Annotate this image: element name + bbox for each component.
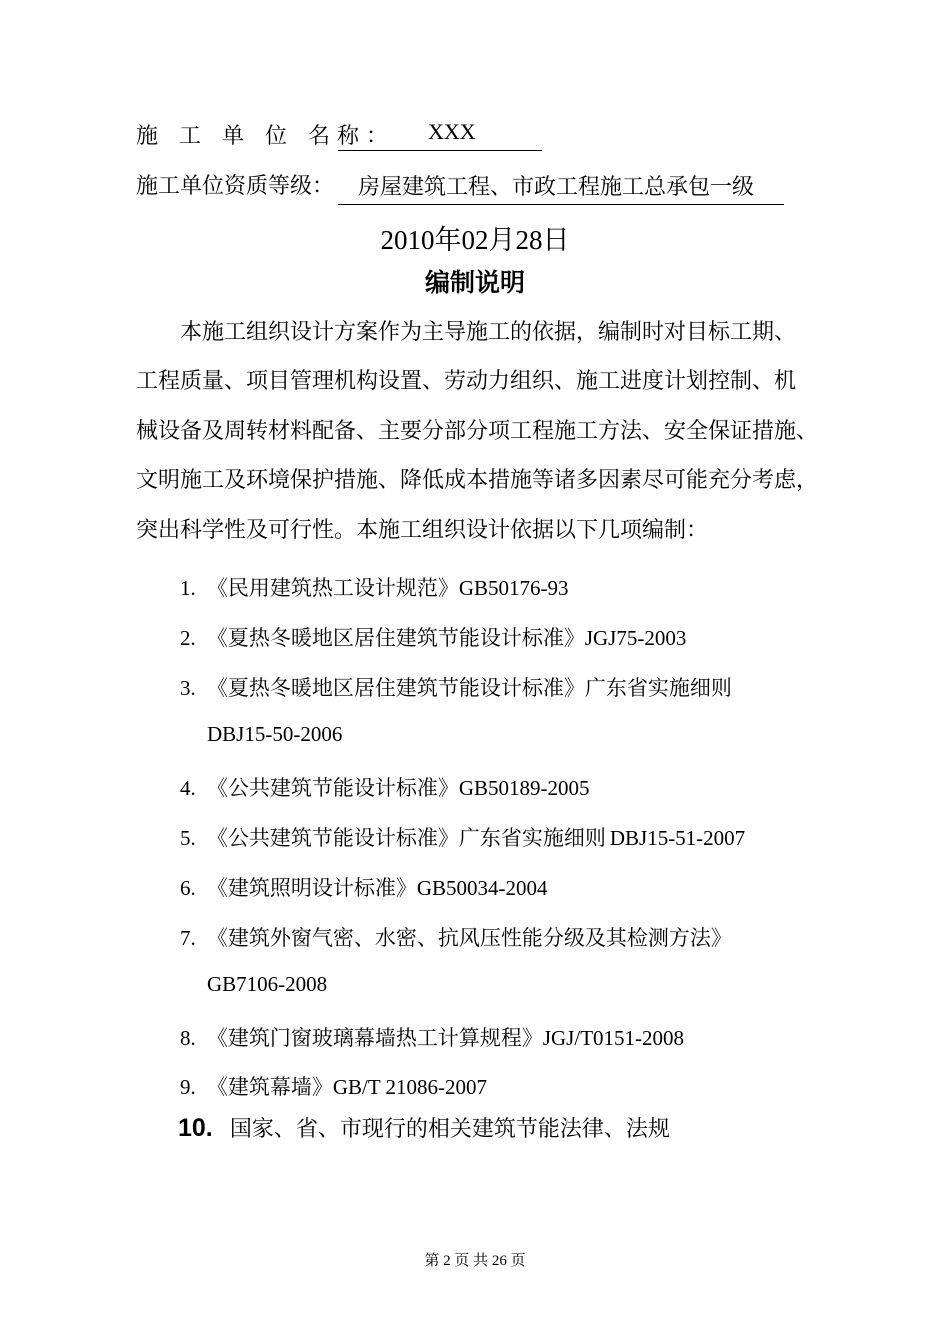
list-item-code: GB50034-2004	[416, 876, 548, 900]
unit-name-value: XXX	[428, 119, 476, 144]
list-item	[180, 572, 569, 602]
qualification-value: 房屋建筑工程、市政工程施工总承包一级	[358, 175, 755, 200]
paragraph-line: 工程质量、项目管理机构设置、劳动力组织、施工进度计划控制、机	[136, 369, 797, 394]
list-item	[178, 1112, 670, 1143]
page-footer: 第 2 页 共 26 页	[424, 1253, 526, 1269]
list-item-number: 1.	[180, 576, 196, 600]
list-item-code: GB/T 21086-2007	[332, 1075, 488, 1099]
list-item	[180, 1022, 684, 1052]
list-item-code: JGJ75-2003	[584, 626, 687, 650]
list-item-code: DBJ15-51-2007	[609, 826, 746, 850]
list-item-title: 《夏热冬暖地区居住建筑节能设计标准》	[206, 626, 585, 650]
paragraph-line: 械设备及周转材料配备、主要分部分项工程施工方法、安全保证措施、	[136, 419, 819, 444]
list-item-title: 《民用建筑热工设计规范》	[206, 576, 459, 600]
list-item-title: 《夏热冬暖地区居住建筑节能设计标准》广东省实施细则	[206, 676, 732, 700]
qualification-field	[338, 166, 784, 205]
list-item-title: 《公共建筑节能设计标准》	[206, 776, 459, 800]
list-item-number: 2.	[180, 626, 196, 650]
unit-name-label: 施 工 单 位 名称：	[136, 124, 395, 149]
list-item-title: 《建筑照明设计标准》	[206, 876, 417, 900]
list-item-number: 3.	[180, 676, 196, 700]
list-item-title: 国家、省、市现行的相关建筑节能法律、法规	[229, 1117, 670, 1142]
list-item	[180, 822, 745, 852]
list-item-title: 《建筑门窗玻璃幕墙热工计算规程》	[206, 1026, 543, 1050]
list-item	[180, 672, 732, 702]
qualification-label: 施工单位资质等级：	[136, 174, 335, 199]
list-item-number: 6.	[180, 876, 196, 900]
list-item-code: GB50176-93	[458, 576, 569, 600]
list-item-number: 5.	[180, 826, 196, 850]
list-item	[180, 772, 590, 802]
list-item	[180, 922, 732, 952]
list-item-number: 9.	[180, 1075, 196, 1099]
section-title: 编制说明	[424, 268, 525, 297]
list-item-code: DBJ15-50-2006	[207, 722, 343, 746]
list-item	[180, 1071, 487, 1101]
paragraph-line: 突出科学性及可行性。本施工组织设计依据以下几项编制：	[136, 518, 709, 543]
list-item-number: 4.	[180, 776, 196, 800]
list-item-number: 8.	[180, 1026, 196, 1050]
paragraph-line: 文明施工及环境保护措施、降低成本措施等诸多因素尽可能充分考虑，	[136, 468, 819, 493]
paragraph-line: 本施工组织设计方案作为主导施工的依据，编制时对目标工期、	[180, 320, 797, 345]
list-item-number: 10.	[178, 1114, 213, 1142]
list-item-title: 《公共建筑节能设计标准》广东省实施细则	[206, 826, 606, 850]
list-item-code: JGJ/T0151-2008	[542, 1026, 685, 1050]
list-item-title: 《建筑外窗气密、水密、抗风压性能分级及其检测方法》	[206, 926, 732, 950]
list-item-number: 7.	[180, 926, 196, 950]
document-date: 2010年02月28日	[380, 225, 570, 255]
list-item-title: 《建筑幕墙》	[206, 1075, 333, 1099]
list-item-code: GB50189-2005	[458, 776, 590, 800]
list-item	[180, 872, 548, 902]
list-item	[180, 622, 686, 652]
list-item-code: GB7106-2008	[207, 972, 328, 996]
unit-name-field	[338, 116, 542, 151]
